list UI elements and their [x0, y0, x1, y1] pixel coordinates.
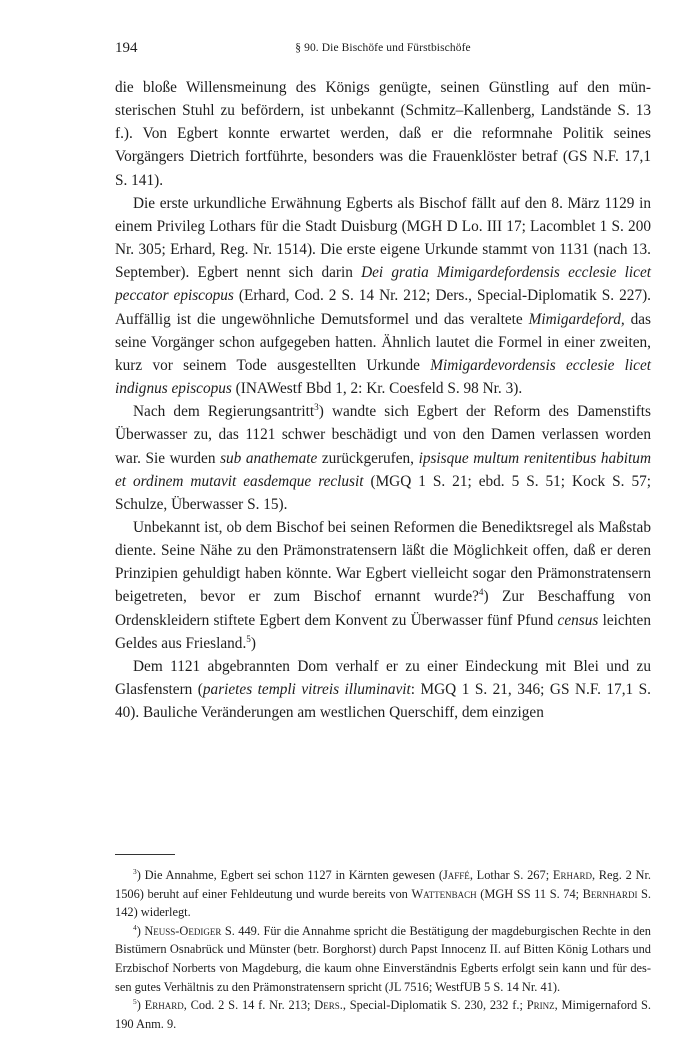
- text-run: zurückgerufen,: [317, 449, 419, 467]
- text-run: ): [136, 923, 145, 938]
- footnotes: [115, 866, 651, 1033]
- latin-quote: Dei gratia Mimigardefordensis ecclesie licet peccator episcopus: [115, 264, 651, 305]
- main-text: [115, 76, 651, 724]
- paragraph-1: [115, 76, 651, 192]
- latin-quote: ipsisque multum renitentibus habitum et ordinem mutavit easdemque reclusit: [115, 449, 651, 490]
- footnote-4: [115, 922, 651, 996]
- text-run: leichten Geldes aus Friesland.: [115, 611, 651, 652]
- footnote-ref-4: 4: [478, 587, 484, 598]
- running-title: § 90. Die Bischöfe und Fürstbischöfe: [295, 42, 471, 54]
- author-name: Jaffé: [442, 868, 470, 882]
- text-run: ) Die Annahme, Egbert sei schon 1127 in Kärnten gewesen (: [136, 868, 443, 882]
- footnote-ref-3: 3: [314, 402, 319, 413]
- paragraph-2: [115, 192, 651, 400]
- latin-quote: parietes templi vitreis illuminavit: [202, 681, 411, 699]
- author-name: Bernhardi: [582, 886, 638, 901]
- text-run: ): [136, 998, 145, 1013]
- text-run: Nach dem Regierungsantritt: [133, 403, 315, 421]
- text-run: (INAWestf Bbd 1, 2: Kr. Coesfeld S. 98 Nr. 3).: [231, 380, 523, 398]
- text-run: (MGQ 1 S. 21; ebd. 5 S. 51; Kock S. 57; Schulze, Überwasser S. 15).: [115, 472, 651, 513]
- text-run: Die erste urkundliche Erwähnung Egberts als Bischof fällt auf den 8. März 1129 in einem Privileg Lothars für die Stadt Duisburg (MGH D Lo. III 17; Lacomblet 1 S. 200 Nr. 305; Erhard, Reg. Nr. 1514). Die erste eigene Urkunde stammt von 1131 (nach 13. September). Egbert nennt sich darin: [115, 194, 651, 282]
- latin-quote: Mimigardeford,: [528, 310, 625, 328]
- footnote-ref-5: 5: [246, 633, 251, 644]
- footnote-marker: 5: [133, 997, 137, 1007]
- text-run: Dem 1121 abgebrannten Dom verhalf er zu einer Eindeckung mit Blei und zu Glasfenstern (: [115, 657, 651, 699]
- footnote-5: [115, 996, 651, 1033]
- paragraph-4: Unbekannt ist, ob dem Bischof bei seinen Reformen die Benediktsregel als Maßstab diente. Seine Nähe zu den Prämonstratensern läßt die Möglichkeit offen, daß er deren Prinzipien gehuldigt haben könnte. War Egbert vielleicht sogar den Prämonstratensern beigetreten, bevor er zum Bischof ernannt wurde?$^4$) Zur Beschaffung von Ordenskleidern stiftete Egbert dem Konvent zu Überwasser fünf Pfund census leichten Geldes aus Friesland.$^5$): [115, 518, 651, 652]
- author-name: Ders.: [314, 998, 343, 1013]
- paragraph-3: Nach dem Regierungsantritt$^3$) wandte sich Egbert der Reform des Damenstifts Überwasser zu, das 1121 schwer beschädigt und von den Damen verlassen worden war. Sie wurden sub anathemate zurückgerufen, ipsisque multum renitentibus habitum et ordinem mutavit easdemque reclusit (MGQ 1 S. 21; ebd. 5 S. 51; Kock S. 57; Schulze, Überwasser S. 15).: [115, 402, 651, 513]
- footnote-marker: 3: [133, 866, 137, 876]
- latin-quote: Mimigardevordensis ecclesie licet indignus episcopus: [115, 356, 651, 398]
- text-run: (MGH SS 11 S. 74;: [476, 886, 583, 901]
- paragraph-1-text: die bloße Willensmeinung des Königs genügte, seinen Günstling auf den münsterischen Stuhl zu befördern, ist unbekannt (Schmitz–Kallenberg, Landstände S. 13 f.). Von Egbert konnte erwartet werden, daß er die reformnahe Politik seines Vorgängers Dietrich fortführte, besonders was die Frauenklöster betraf (GS N.F. 17,1 S. 141).: [115, 79, 651, 189]
- author-name: Wattenbach: [411, 886, 477, 901]
- author-name: Neuß-Oediger: [144, 923, 222, 938]
- text-run: , Special-Diplomatik S. 230, 232 f.;: [342, 998, 527, 1013]
- text-run: das seine Vorgänger schon aufgegeben hatten. Ähnlich lautet die Formel in einer zweiten, kurz vor seinem Tode ausgestellten Urkunde: [115, 310, 651, 374]
- paragraph-5: [115, 655, 651, 724]
- author-name: Erhard: [144, 998, 184, 1013]
- text-run: : MGQ 1 S. 21, 346; GS N.F. 17,1 S. 40). Bauliche Veränderungen am westlichen Querschiff, dem einzigen: [115, 681, 651, 722]
- text-run: Unbekannt ist, ob dem Bischof bei seinen Reformen die Benediktsregel als Maßstab diente. Seine Nähe zu den Prämonstratensern läßt die Möglichkeit offen, daß er deren Prinzipien gehuldigt haben könnte. War Egbert vielleicht sogar den Prämonstratensern beigetreten, bevor er zum Bischof ernannt wurde?: [115, 518, 651, 606]
- text-run: , Lothar S. 267;: [469, 868, 553, 882]
- text-run: wandte sich Egbert der Reform des Damenstifts Überwasser zu, das 1121 schwer beschädigt und von den Damen verlassen worden war. Sie wurden: [115, 403, 651, 467]
- text-run: , Reg. 2 Nr. 1506) beruht auf einer Fehldeutung und wurde bereits von: [115, 868, 651, 901]
- text-run: Zur Beschaffung von Ordenskleidern stiftete Egbert dem Konvent zu Überwasser fünf Pfund: [115, 588, 651, 629]
- text-run: (Erhard, Cod. 2 S. 14 Nr. 212; Ders., Special-Diplomatik S. 227). Auffällig ist die ungewöhnliche Demutsformel und das veraltete: [115, 287, 652, 328]
- text-run: , Cod. 2 S. 14 f. Nr. 213;: [183, 998, 315, 1013]
- author-name: Prinz: [526, 998, 555, 1013]
- latin-quote: census: [557, 611, 599, 629]
- footnote-marker: 4: [133, 922, 137, 932]
- page-number: 194: [115, 40, 138, 56]
- text-run: , Mimigernaford S. 190 Anm. 9.: [115, 998, 651, 1031]
- footnote-divider: [115, 854, 175, 855]
- latin-quote: sub anathemate: [220, 449, 318, 467]
- footnote-3: [115, 866, 651, 922]
- page-header: [115, 40, 651, 60]
- author-name: Erhard: [552, 868, 592, 882]
- text-run: S. 449. Für die Annahme spricht die Bestätigung der magdeburgischen Rechte in den Bistümern Osnabrück und Münster (betr. Borghorst) durch Papst Innocenz II. auf Bitten König Lothars und Erzbischof Norberts von Magdeburg, die kaum ohne Einverständnis Egberts erfolgt sein kann und für dessen gutes Verhältnis zu den Prämonstratensern spricht (JL 7516; WestfUB 5 S. 14 Nr. 41).: [115, 923, 651, 994]
- text-run: S. 142) widerlegt.: [115, 886, 652, 920]
